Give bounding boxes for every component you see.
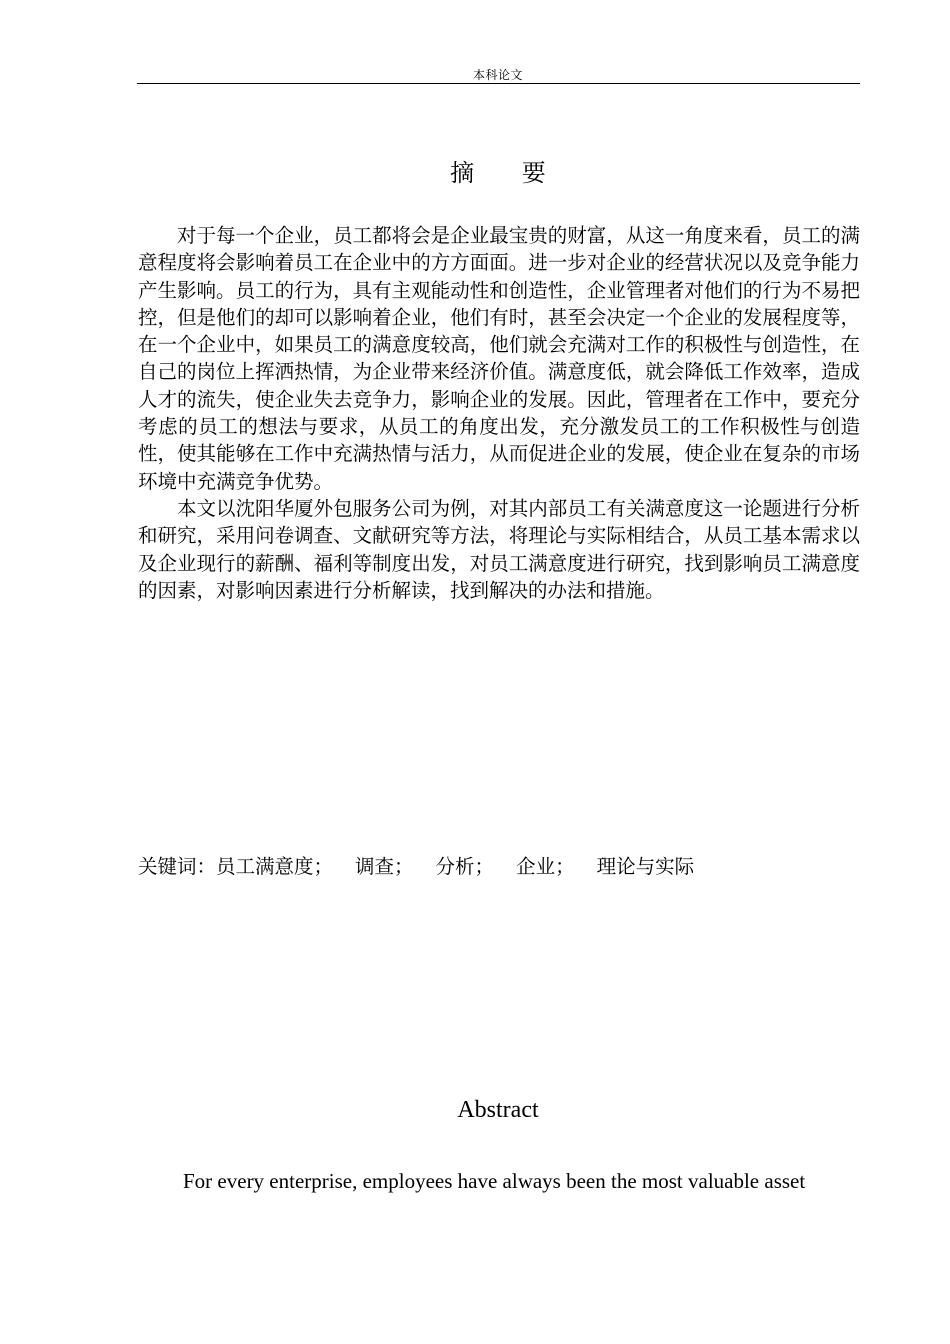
keyword-item: 分析； bbox=[435, 855, 495, 878]
abstract-cn-paragraph-1: 对于每一个企业，员工都将会是企业最宝贵的财富，从这一角度来看，员工的满意程度将会影响着员工在企业中的方方面面。进一步对企业的经营状况以及竞争能力产生影响。员工的行为，具有主观能动性和创造性，企业管理者对他们的行为不易把控，但是他们的却可以影响着企业，他们有时，甚至会决定一个企业的发展程度等，在一个企业中，如果员工的满意度较高，他们就会充满对工作的积极性与创造性，在自己的岗位上挥洒热情，为企业带来经济价值。满意度低，就会降低工作效率，造成人才的流失，使企业失去竞争力，影响企业的发展。因此，管理者在工作中，要充分考虑的员工的想法与要求，从员工的角度出发，充分激发员工的工作积极性与创造性，使其能够在工作中充满热情与活力，从而促进企业的发展，使企业在复杂的市场环境中充满竞争优势。 bbox=[138, 224, 860, 493]
abstract-cn-title: 摘 要 bbox=[450, 159, 566, 187]
abstract-en-paragraph-1: For every enterprise, employees have always been the most valuable asset bbox=[183, 1169, 806, 1193]
abstract-cn-paragraph-2: 本文以沈阳华厦外包服务公司为例，对其内部员工有关满意度这一论题进行分析和研究，采用问卷调查、文献研究等方法，将理论与实际相结合，从员工基本需求以及企业现行的薪酬、福利等制度出发，对员工满意度进行研究，找到影响员工满意度的因素，对影响因素进行分析解读，找到解决的办法和措施。 bbox=[138, 496, 860, 602]
keywords-line bbox=[138, 853, 860, 881]
keywords-label: 关键词： bbox=[138, 855, 217, 878]
header-rule bbox=[137, 83, 860, 84]
keyword-item: 员工满意度； bbox=[216, 855, 334, 878]
keyword-item: 理论与实际 bbox=[596, 855, 695, 878]
abstract-en-title: Abstract bbox=[457, 1097, 539, 1123]
keyword-item: 企业； bbox=[516, 855, 575, 878]
keyword-item: 调查； bbox=[355, 855, 414, 878]
abstract-en-body bbox=[138, 1166, 860, 1196]
abstract-cn-body bbox=[138, 222, 860, 604]
running-header: 本科论文 bbox=[472, 68, 523, 82]
